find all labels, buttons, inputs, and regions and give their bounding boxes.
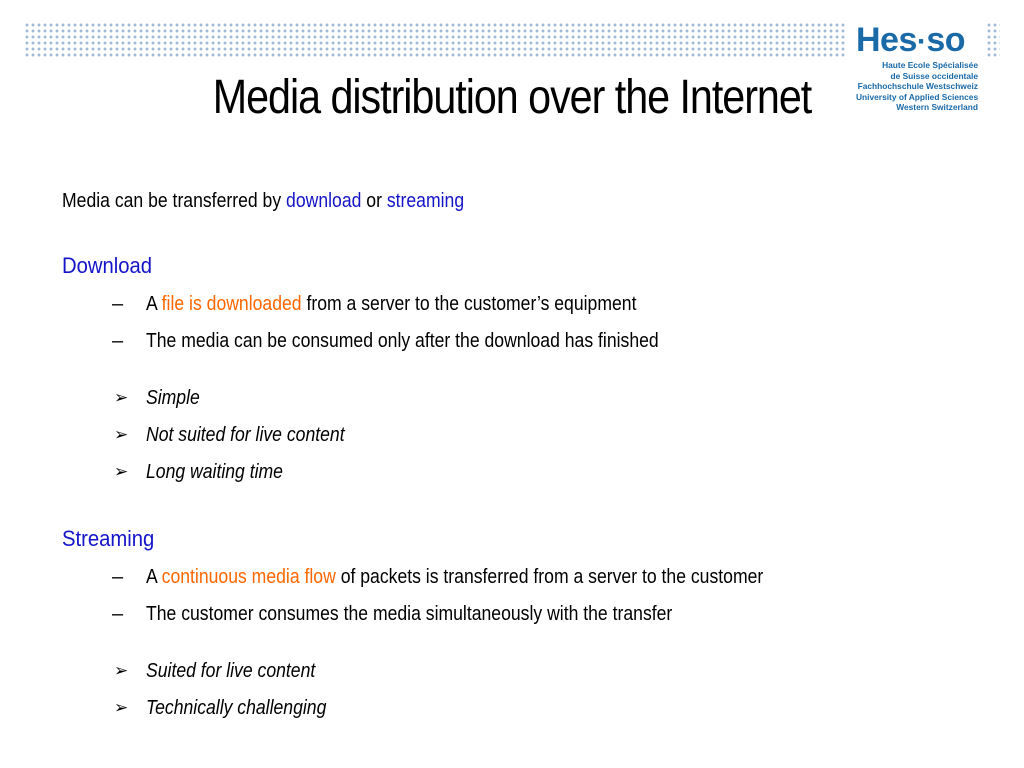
arrow-bullet-icon: ➢ bbox=[114, 698, 129, 717]
intro-text-or: or bbox=[361, 190, 387, 212]
list-item: – A continuous media flow of packets is transferred from a server to the customer bbox=[62, 562, 1002, 599]
intro-line bbox=[62, 186, 1002, 216]
logo-line: Western Switzerland bbox=[896, 102, 978, 112]
list-item: ➢ Technically challenging bbox=[62, 693, 1002, 730]
arrow-bullet-icon: ➢ bbox=[114, 462, 129, 481]
intro-text: Media can be transferred by bbox=[62, 190, 287, 212]
download-term: download bbox=[286, 190, 362, 212]
logo-line: University of Applied Sciences bbox=[856, 91, 979, 102]
dash-bullet: – bbox=[112, 603, 124, 625]
logo-line: Fachhochschule Westschweiz bbox=[857, 81, 978, 91]
arrow-bullet-icon: ➢ bbox=[114, 388, 129, 407]
streaming-heading-link[interactable]: Streaming bbox=[62, 526, 155, 551]
slide-body bbox=[62, 186, 1002, 730]
list-item: ➢ Not suited for live content bbox=[62, 420, 1002, 457]
arrow-bullet-icon: ➢ bbox=[114, 661, 129, 680]
slide-title: Media distribution over the Internet bbox=[212, 71, 812, 124]
dash-bullet: – bbox=[112, 293, 124, 315]
dash-bullet: – bbox=[112, 566, 124, 588]
list-item: ➢ Long waiting time bbox=[62, 457, 1002, 494]
highlight-text: continuous media flow bbox=[161, 566, 336, 588]
logo-line: de Suisse occidentale bbox=[890, 70, 978, 81]
list-item: – The media can be consumed only after the download has finished bbox=[62, 326, 1002, 363]
list-item: – A file is downloaded from a server to the customer’s equipment bbox=[62, 289, 1002, 326]
arrow-bullet-icon: ➢ bbox=[114, 425, 129, 444]
list-item: – The customer consumes the media simultaneously with the transfer bbox=[62, 599, 1002, 636]
list-item: ➢ Suited for live content bbox=[62, 656, 1002, 693]
download-heading-link[interactable]: Download bbox=[62, 253, 153, 278]
streaming-term: streaming bbox=[386, 190, 465, 212]
logo-line: Haute Ecole Spécialisée bbox=[882, 60, 978, 70]
list-item: ➢ Simple bbox=[62, 383, 1002, 420]
decorative-dot-band bbox=[24, 22, 846, 58]
decorative-dot-band-right bbox=[986, 22, 1000, 58]
highlight-text: file is downloaded bbox=[161, 293, 302, 315]
logo-wordmark: Hes·so bbox=[856, 21, 966, 59]
dash-bullet: – bbox=[112, 330, 124, 352]
